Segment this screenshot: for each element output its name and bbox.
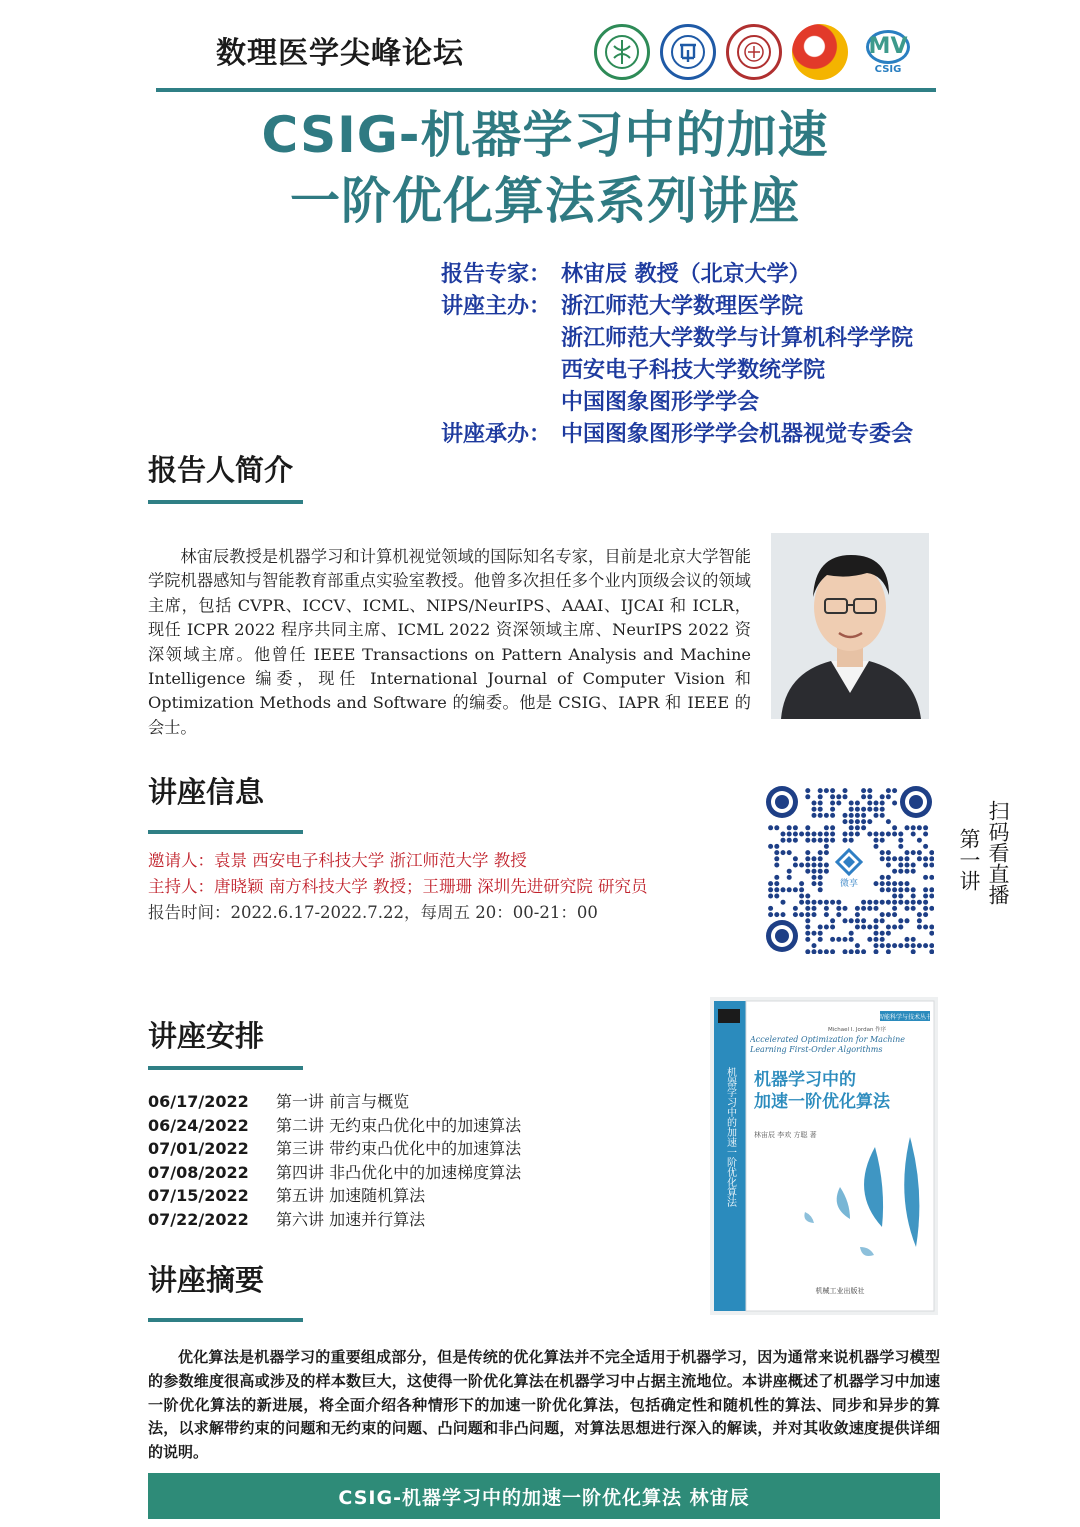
schedule-title: 第五讲 加速随机算法 xyxy=(276,1186,426,1206)
speaker-photo xyxy=(771,533,929,719)
schedule-list xyxy=(148,1090,521,1232)
svg-text:微享: 微享 xyxy=(839,879,859,889)
schedule-item xyxy=(148,1184,521,1208)
title-line-1: CSIG-机器学习中的加速 xyxy=(261,106,829,164)
schedule-date: 06/17/2022 xyxy=(148,1092,249,1111)
forum-title: 数理医学尖峰论坛 xyxy=(216,36,464,71)
book-cover: 机器学习中的加速一阶优化算法 智能科学与技术丛书 Michael I. Jordan 作序 Accelerated Optimization for Machine Learning First-Order Algorithms 机器学习中的 加速一阶优化算法 林宙辰 李欢 方聪 著 机械工业出版社 xyxy=(710,997,938,1315)
hosts-block xyxy=(441,258,913,450)
qr-finder-top-right-icon xyxy=(900,786,932,818)
qr-finder-top-left-icon xyxy=(766,786,798,818)
schedule-title: 第一讲 前言与概览 xyxy=(276,1092,410,1111)
host-row: 中国图象图形学学会 xyxy=(561,389,760,415)
svg-text:林宙辰 李欢 方聪 著: 林宙辰 李欢 方聪 著 xyxy=(754,1131,817,1139)
abstract-text: 优化算法是机器学习的重要组成部分，但是传统的优化算法并不完全适用于机器学习，因为通常来说机器学习模型的参数维度很高或涉及的样本数巨大，这使得一阶优化算法在机器学习中占据主流地位。本讲座概述了机器学习中加速一阶优化算法的新进展，将全面介绍各种情形下的加速一阶优化算法，包括确定性和随机性的算法、同步和异步的算法，以求解带约束的问题和无约束的问题、凸问题和非凸问题，对算法思想进行深入的解读，并对其收敛速度提供详细的说明。 xyxy=(148,1348,940,1462)
lecture-one-label: 第一讲 xyxy=(957,828,981,891)
host-row: 西安电子科技大学数统学院 xyxy=(561,357,826,383)
schedule-heading: 讲座安排 xyxy=(148,1019,265,1053)
info-heading: 讲座信息 xyxy=(148,775,265,809)
schedule-heading-underline xyxy=(148,1066,303,1070)
schedule-date: 07/01/2022 xyxy=(148,1139,249,1159)
host-row: 讲座承办： 中国图象图形学学会机器视觉专委会 xyxy=(441,421,914,447)
scan-to-watch-text: 扫码看直播 xyxy=(986,800,1010,905)
zjnu-logo-icon xyxy=(660,24,716,80)
moderator-line: 主持人：唐晓颖 南方科技大学 教授；王珊珊 深圳先进研究院 研究员 xyxy=(148,877,648,896)
qr-finder-bottom-left-icon xyxy=(766,920,798,952)
schedule-item xyxy=(148,1114,521,1138)
title-line-2: 一阶优化算法系列讲座 xyxy=(290,172,800,230)
schedule-item xyxy=(148,1208,521,1232)
abstract-heading: 讲座摘要 xyxy=(148,1263,265,1297)
sponsor-logos xyxy=(594,24,918,80)
schedule-item xyxy=(148,1137,521,1161)
inviter-line: 邀请人：袁景 西安电子科技大学 浙江师范大学 教授 xyxy=(148,851,527,870)
xidian-logo-icon xyxy=(726,24,782,80)
csig-mv-logo-icon: MV CSIG xyxy=(858,24,918,80)
header-divider xyxy=(156,88,936,92)
svg-text:机器学习中的: 机器学习中的 xyxy=(754,1070,856,1090)
info-heading-underline xyxy=(148,830,303,834)
lecture-info xyxy=(148,848,647,926)
bio-text: 林宙辰教授是机器学习和计算机视觉领域的国际知名专家，目前是北京大学智能学院机器感知与智能教育部重点实验室教授。他曾多次担任多个业内顶级会议的领域主席，包括 CVPR、ICCV、ICML、NIPS/NeurIPS、AAAI、IJCAI 和 ICLR，现任 ICPR 2022 程序共同主席、ICML 2022 资深领域主席、NeurIPS 2022 资深领域主席。他曾任 IEEE Transactions on Pattern Analysis and Machine Intelligence 编委，现任 International Journal of Computer Vision 和 Optimization Methods and Software 的编委。他是 CSIG、IAPR 和 IEEE 的会士。 xyxy=(148,547,751,737)
svg-text:机械工业出版社: 机械工业出版社 xyxy=(815,1287,865,1295)
host-row: 讲座主办： 浙江师范大学数理医学院 xyxy=(441,293,804,319)
schedule-title: 第三讲 带约束凸优化中的加速算法 xyxy=(276,1139,522,1159)
live-qr-code[interactable] xyxy=(764,784,934,954)
schedule-item xyxy=(148,1161,521,1185)
schedule-item xyxy=(148,1090,521,1114)
lecture-series-title xyxy=(150,102,940,234)
schedule-date: 06/24/2022 xyxy=(148,1115,249,1135)
bio-heading-underline xyxy=(148,500,303,504)
bio-heading: 报告人简介 xyxy=(148,453,294,487)
host-row: 浙江师范大学数学与计算机科学学院 xyxy=(561,325,914,351)
svg-text:加速一阶优化算法: 加速一阶优化算法 xyxy=(754,1092,890,1112)
zjnu-medical-logo-icon xyxy=(594,24,650,80)
abstract-heading-underline xyxy=(148,1318,303,1322)
schedule-date: 07/22/2022 xyxy=(148,1209,249,1229)
schedule-date: 07/15/2022 xyxy=(148,1186,249,1206)
csig-swirl-logo-icon xyxy=(792,24,848,80)
schedule-date: 07/08/2022 xyxy=(148,1162,249,1182)
schedule-title: 第二讲 无约束凸优化中的加速算法 xyxy=(276,1115,522,1135)
host-row: 报告专家： 林宙辰 教授（北京大学） xyxy=(441,261,811,287)
svg-text:机器学习中的加速一阶优化算法: 机器学习中的加速一阶优化算法 xyxy=(724,1067,736,1207)
schedule-title: 第四讲 非凸优化中的加速梯度算法 xyxy=(276,1162,522,1182)
svg-text:智能科学与技术丛书: 智能科学与技术丛书 xyxy=(877,1014,933,1021)
schedule-title: 第六讲 加速并行算法 xyxy=(276,1209,426,1229)
time-line: 报告时间：2022.6.17-2022.7.22，每周五 20：00-21：00 xyxy=(148,903,598,922)
svg-text:Michael I. Jordan 作序: Michael I. Jordan 作序 xyxy=(828,1027,887,1033)
footer-banner: CSIG-机器学习中的加速一阶优化算法 林宙辰 xyxy=(148,1473,940,1519)
